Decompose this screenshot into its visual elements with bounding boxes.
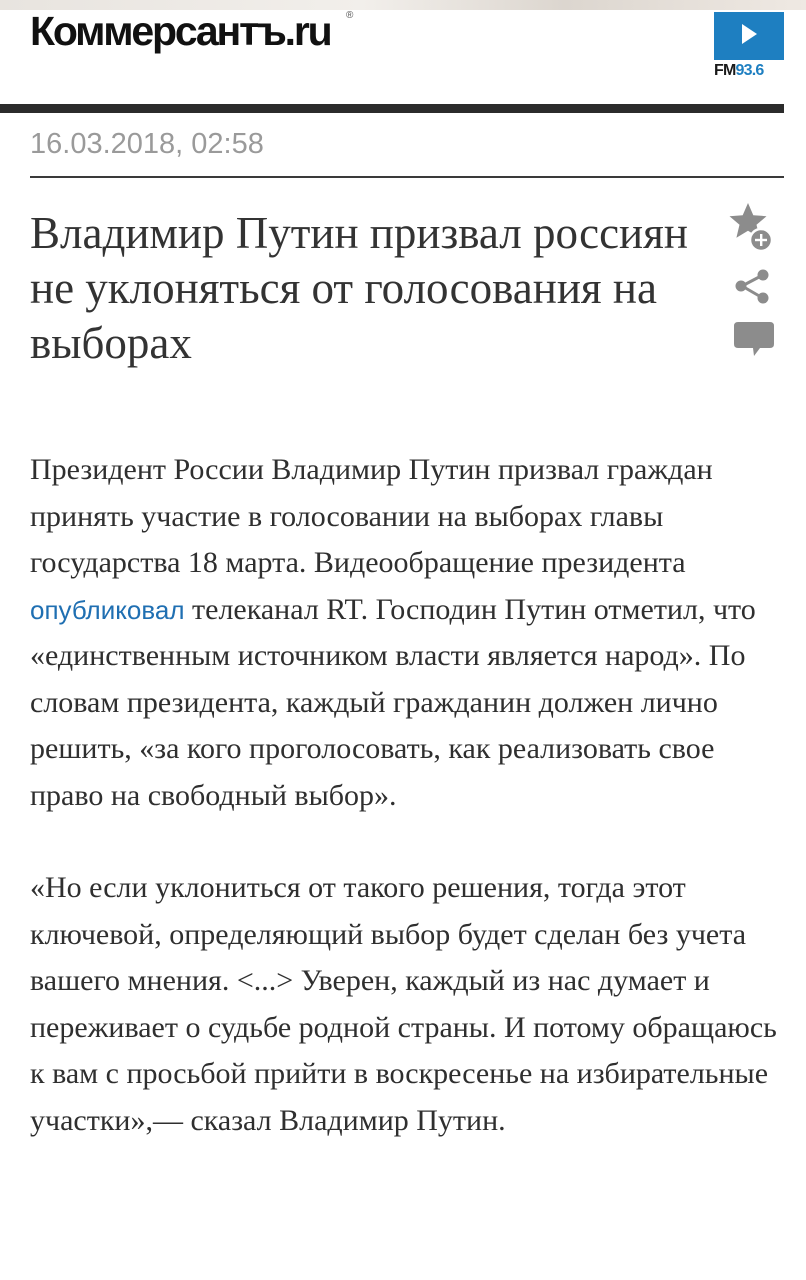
masthead bbox=[0, 0, 806, 104]
play-icon bbox=[740, 23, 758, 50]
published-link[interactable]: опубликовал bbox=[30, 594, 185, 625]
radio-prefix: FM bbox=[714, 62, 736, 79]
radio-widget[interactable] bbox=[714, 12, 784, 80]
article-body bbox=[30, 447, 790, 1144]
article-paragraph-quote: «Но если уклониться от такого решения, тогда этот ключевой, определяющий выбор будет сделан без учета вашего мнения. <...> Уверен, каждый из нас думает и переживает о судьбе родной страны. И потому обращаюсь к вам с просьбой прийти в воскресенье на избирательные участки»,— сказал Владимир Путин. bbox=[30, 871, 777, 1137]
comments-button[interactable] bbox=[726, 320, 782, 370]
favorite-add-button[interactable] bbox=[726, 200, 782, 250]
paragraph-text: телеканал RT. Господин Путин отметил, что «единственным источником власти является народ». По словам президента, каждый гражданин должен лично решить, «за кого проголосовать, как реализовать свое право на свободный выбор». bbox=[30, 592, 756, 812]
article-headline: Владимир Путин призвал россиян не уклоняться от голосования на выборах bbox=[30, 208, 688, 368]
registered-mark: ® bbox=[346, 10, 354, 21]
radio-play-button[interactable] bbox=[714, 12, 784, 60]
radio-frequency-label bbox=[714, 62, 786, 80]
radio-frequency: 93.6 bbox=[735, 62, 764, 79]
article-paragraph bbox=[30, 447, 790, 819]
article-date: 16.03.2018, 02:58 bbox=[30, 128, 264, 160]
site-logo[interactable]: Коммерсантъ.ru bbox=[30, 8, 331, 54]
paragraph-text: Президент России Владимир Путин призвал граждан принять участие в голосовании на выборах главы государства 18 марта. Видеообращение президента bbox=[30, 453, 713, 579]
masthead-divider bbox=[0, 104, 784, 113]
comment-icon bbox=[726, 351, 782, 368]
share-icon bbox=[726, 295, 782, 312]
star-plus-icon bbox=[726, 241, 782, 258]
share-button[interactable] bbox=[726, 268, 782, 318]
date-divider bbox=[30, 176, 784, 178]
